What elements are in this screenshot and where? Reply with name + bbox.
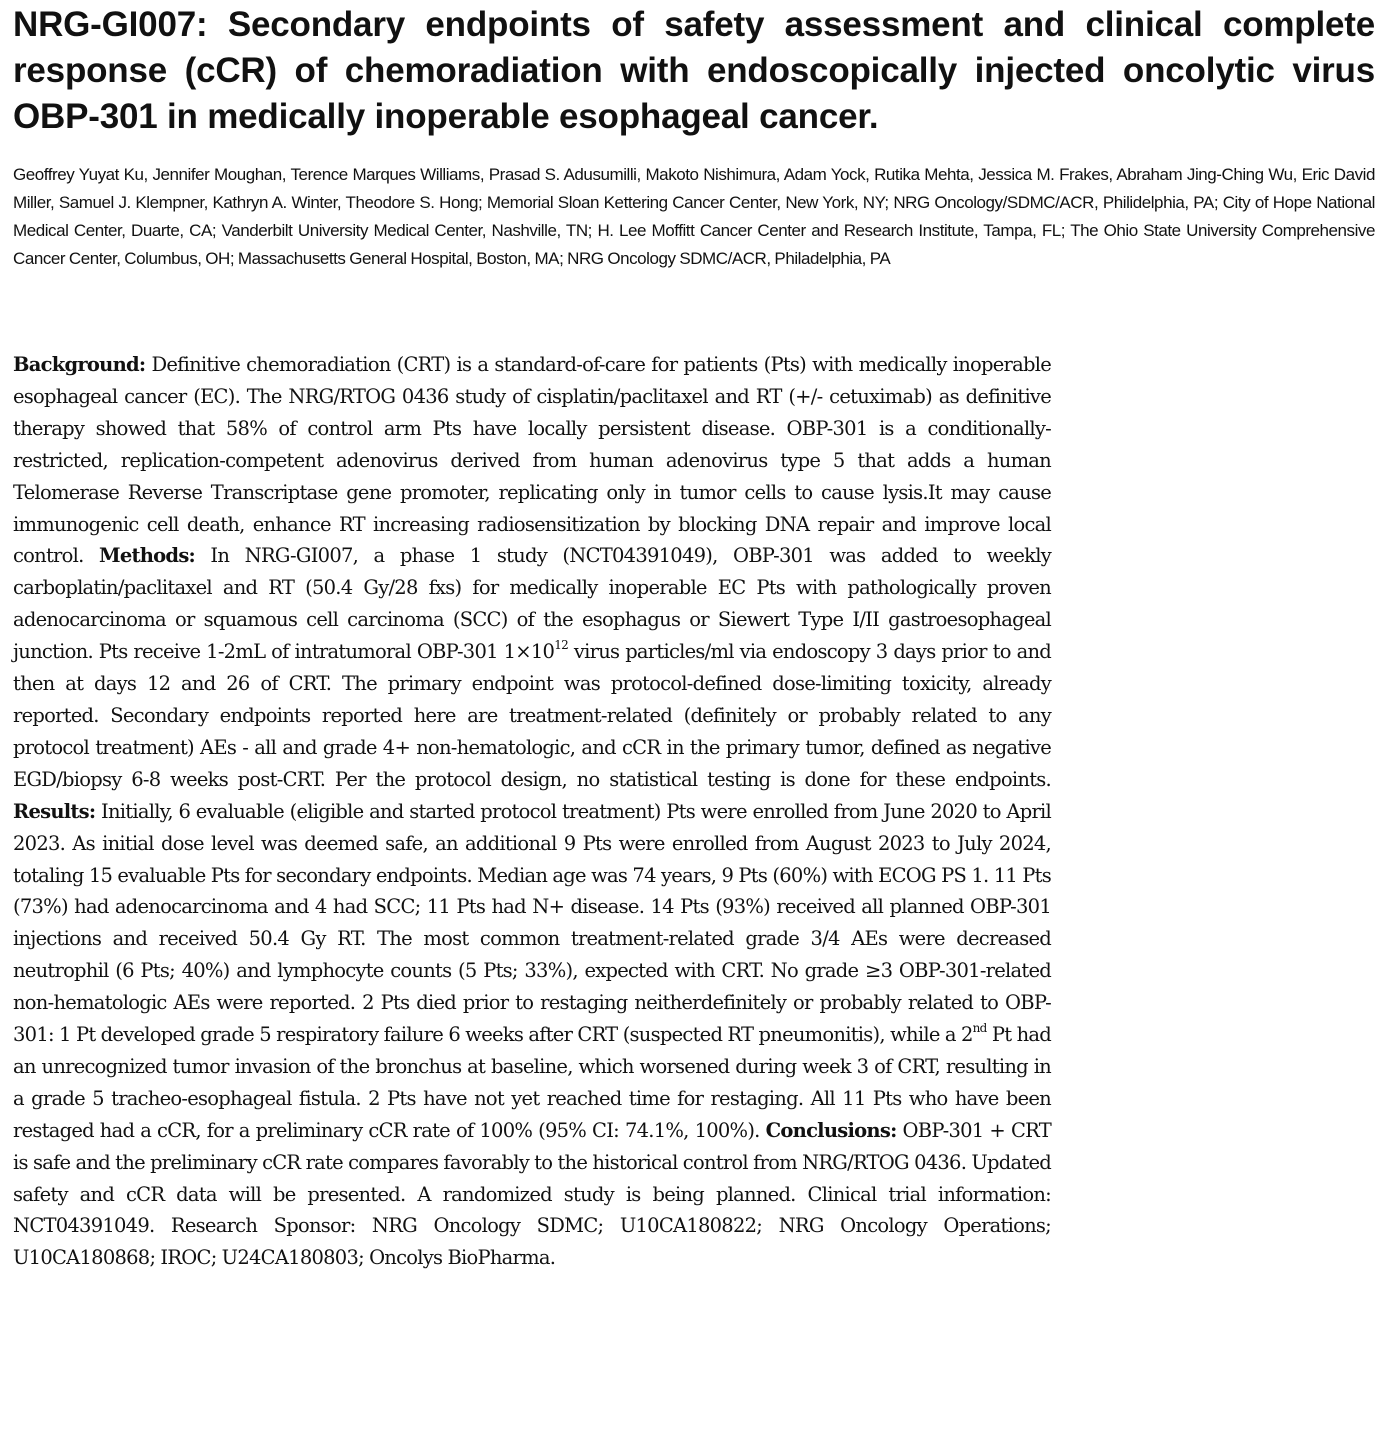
conclusions-label: Conclusions: — [765, 1118, 897, 1142]
background-text: Definitive chemoradiation (CRT) is a standard-of-care for patients (Pts) with medically inoperable esophageal cancer (EC). The NRG/RTOG 0436 study of cisplatin/paclitaxel and RT (+/- cetuximab) as definitive therapy showed that 58% of control arm Pts have locally persistent disease. OBP-301 is a conditionally-restricted, replication-competent adenovirus derived from human adenovirus type 5 that adds a human Telomerase Reverse Transcriptase gene promoter, replicating only in tumor cells to cause lysis.It may cause immunogenic cell death, enhance RT increasing radiosensitization by blocking DNA repair and improve local control. — [13, 353, 1051, 568]
results-text-part-1: Initially, 6 evaluable (eligible and started protocol treatment) Pts were enrolled from June 2020 to April 2023. As initial dose level was deemed safe, an additional 9 Pts were enrolled from August 2023 to July 2024, totaling 15 evaluable Pts for secondary endpoints. Median age was 74 years, 9 Pts (60%) with ECOG PS 1. 11 Pts (73%) had adenocarcinoma and 4 had SCC; 11 Pts had N+ disease. 14 Pts (93%) received all planned OBP-301 injections and received 50.4 Gy RT. The most common treatment-related grade 3/4 AEs were decreased neutrophil (6 Pts; 40%) and lymphocyte counts (5 Pts; 33%), expected with CRT. No grade ≥3 OBP-301-related non-hematologic AEs were reported. 2 Pts died prior to restaging neitherdefinitely or probably related to OBP-301: 1 Pt developed grade 5 respiratory failure 6 weeks after CRT (suspected RT pneumonitis), while a 2 — [13, 799, 1051, 1047]
methods-label: Methods: — [99, 544, 195, 568]
results-text-part-2: Pt had an unrecognized tumor invasion of the bronchus at baseline, which worsened during week 3 of CRT, resulting in a grade 5 tracheo-esophageal fistula. 2 Pts have not yet reached time for restaging. All 11 Pts who have been restaged had a cCR, for a preliminary cCR rate of 100% (95% CI: 74.1%, 100%). — [13, 1023, 1051, 1142]
results-label: Results: — [13, 799, 96, 823]
author-affiliations: Geoffrey Yuyat Ku, Jennifer Moughan, Terence Marques Williams, Prasad S. Adusumilli, Makoto Nishimura, Adam Yock, Rutika Mehta, Jessica M. Frakes, Abraham Jing-Ching Wu, Eric David Miller, Samuel J. Klempner, Kathryn A. Winter, Theodore S. Hong; Memorial Sloan Kettering Cancer Center, New York, NY; NRG Oncology/SDMC/ACR, Philidelphia, PA; City of Hope National Medical Center, Duarte, CA; Vanderbilt University Medical Center, Nashville, TN; H. Lee Moffitt Cancer Center and Research Institute, Tampa, FL; The Ohio State University Comprehensive Cancer Center, Columbus, OH; Massachusetts General Hospital, Boston, MA; NRG Oncology SDMC/ACR, Philadelphia, PA — [13, 165, 1375, 268]
background-label: Background: — [13, 353, 146, 376]
results-superscript: nd — [972, 1021, 987, 1036]
methods-text-part-1: In NRG-GI007, a phase 1 study (NCT04391049), OBP-301 was added to weekly carboplatin/paclitaxel and RT (50.4 Gy/28 fxs) for medically inoperable EC Pts with pathologically proven adenocarcinoma or squamous cell carcinoma (SCC) of the esophagus or Siewert Type I/II gastroesophageal junction. Pts receive 1-2mL of intratumoral OBP-301 1×10 — [13, 544, 1052, 664]
methods-text-part-2: virus particles/ml via endoscopy 3 days prior to and then at days 12 and 26 of CRT. The primary endpoint was protocol-defined dose-limiting toxicity, already reported. Secondary endpoints reported here are treatment-related (definitely or probably related to any protocol treatment) AEs - all and grade 4+ non-hematologic, and cCR in the primary tumor, defined as negative EGD/biopsy 6-8 weeks post-CRT. Per the protocol design, no statistical testing is done for these endpoints. — [13, 640, 1052, 791]
conclusions-text: OBP-301 + CRT is safe and the preliminary cCR rate compares favorably to the historical control from NRG/RTOG 0436. Updated safety and cCR data will be presented. A randomized study is being planned. Clinical trial information: NCT04391049. Research Sponsor: NRG Oncology SDMC; U10CA180822; NRG Oncology Operations; U10CA180868; IROC; U24CA180803; Oncolys BioPharma. — [13, 1118, 1051, 1270]
abstract-title: NRG-GI007: Secondary endpoints of safety assessment and clinical complete response (cCR) of chemoradiation with endoscopically injected oncolytic virus OBP-301 in medically inoperable esophageal cancer. — [13, 5, 1375, 136]
abstract-body — [13, 349, 1051, 1274]
methods-superscript: 12 — [554, 638, 568, 653]
